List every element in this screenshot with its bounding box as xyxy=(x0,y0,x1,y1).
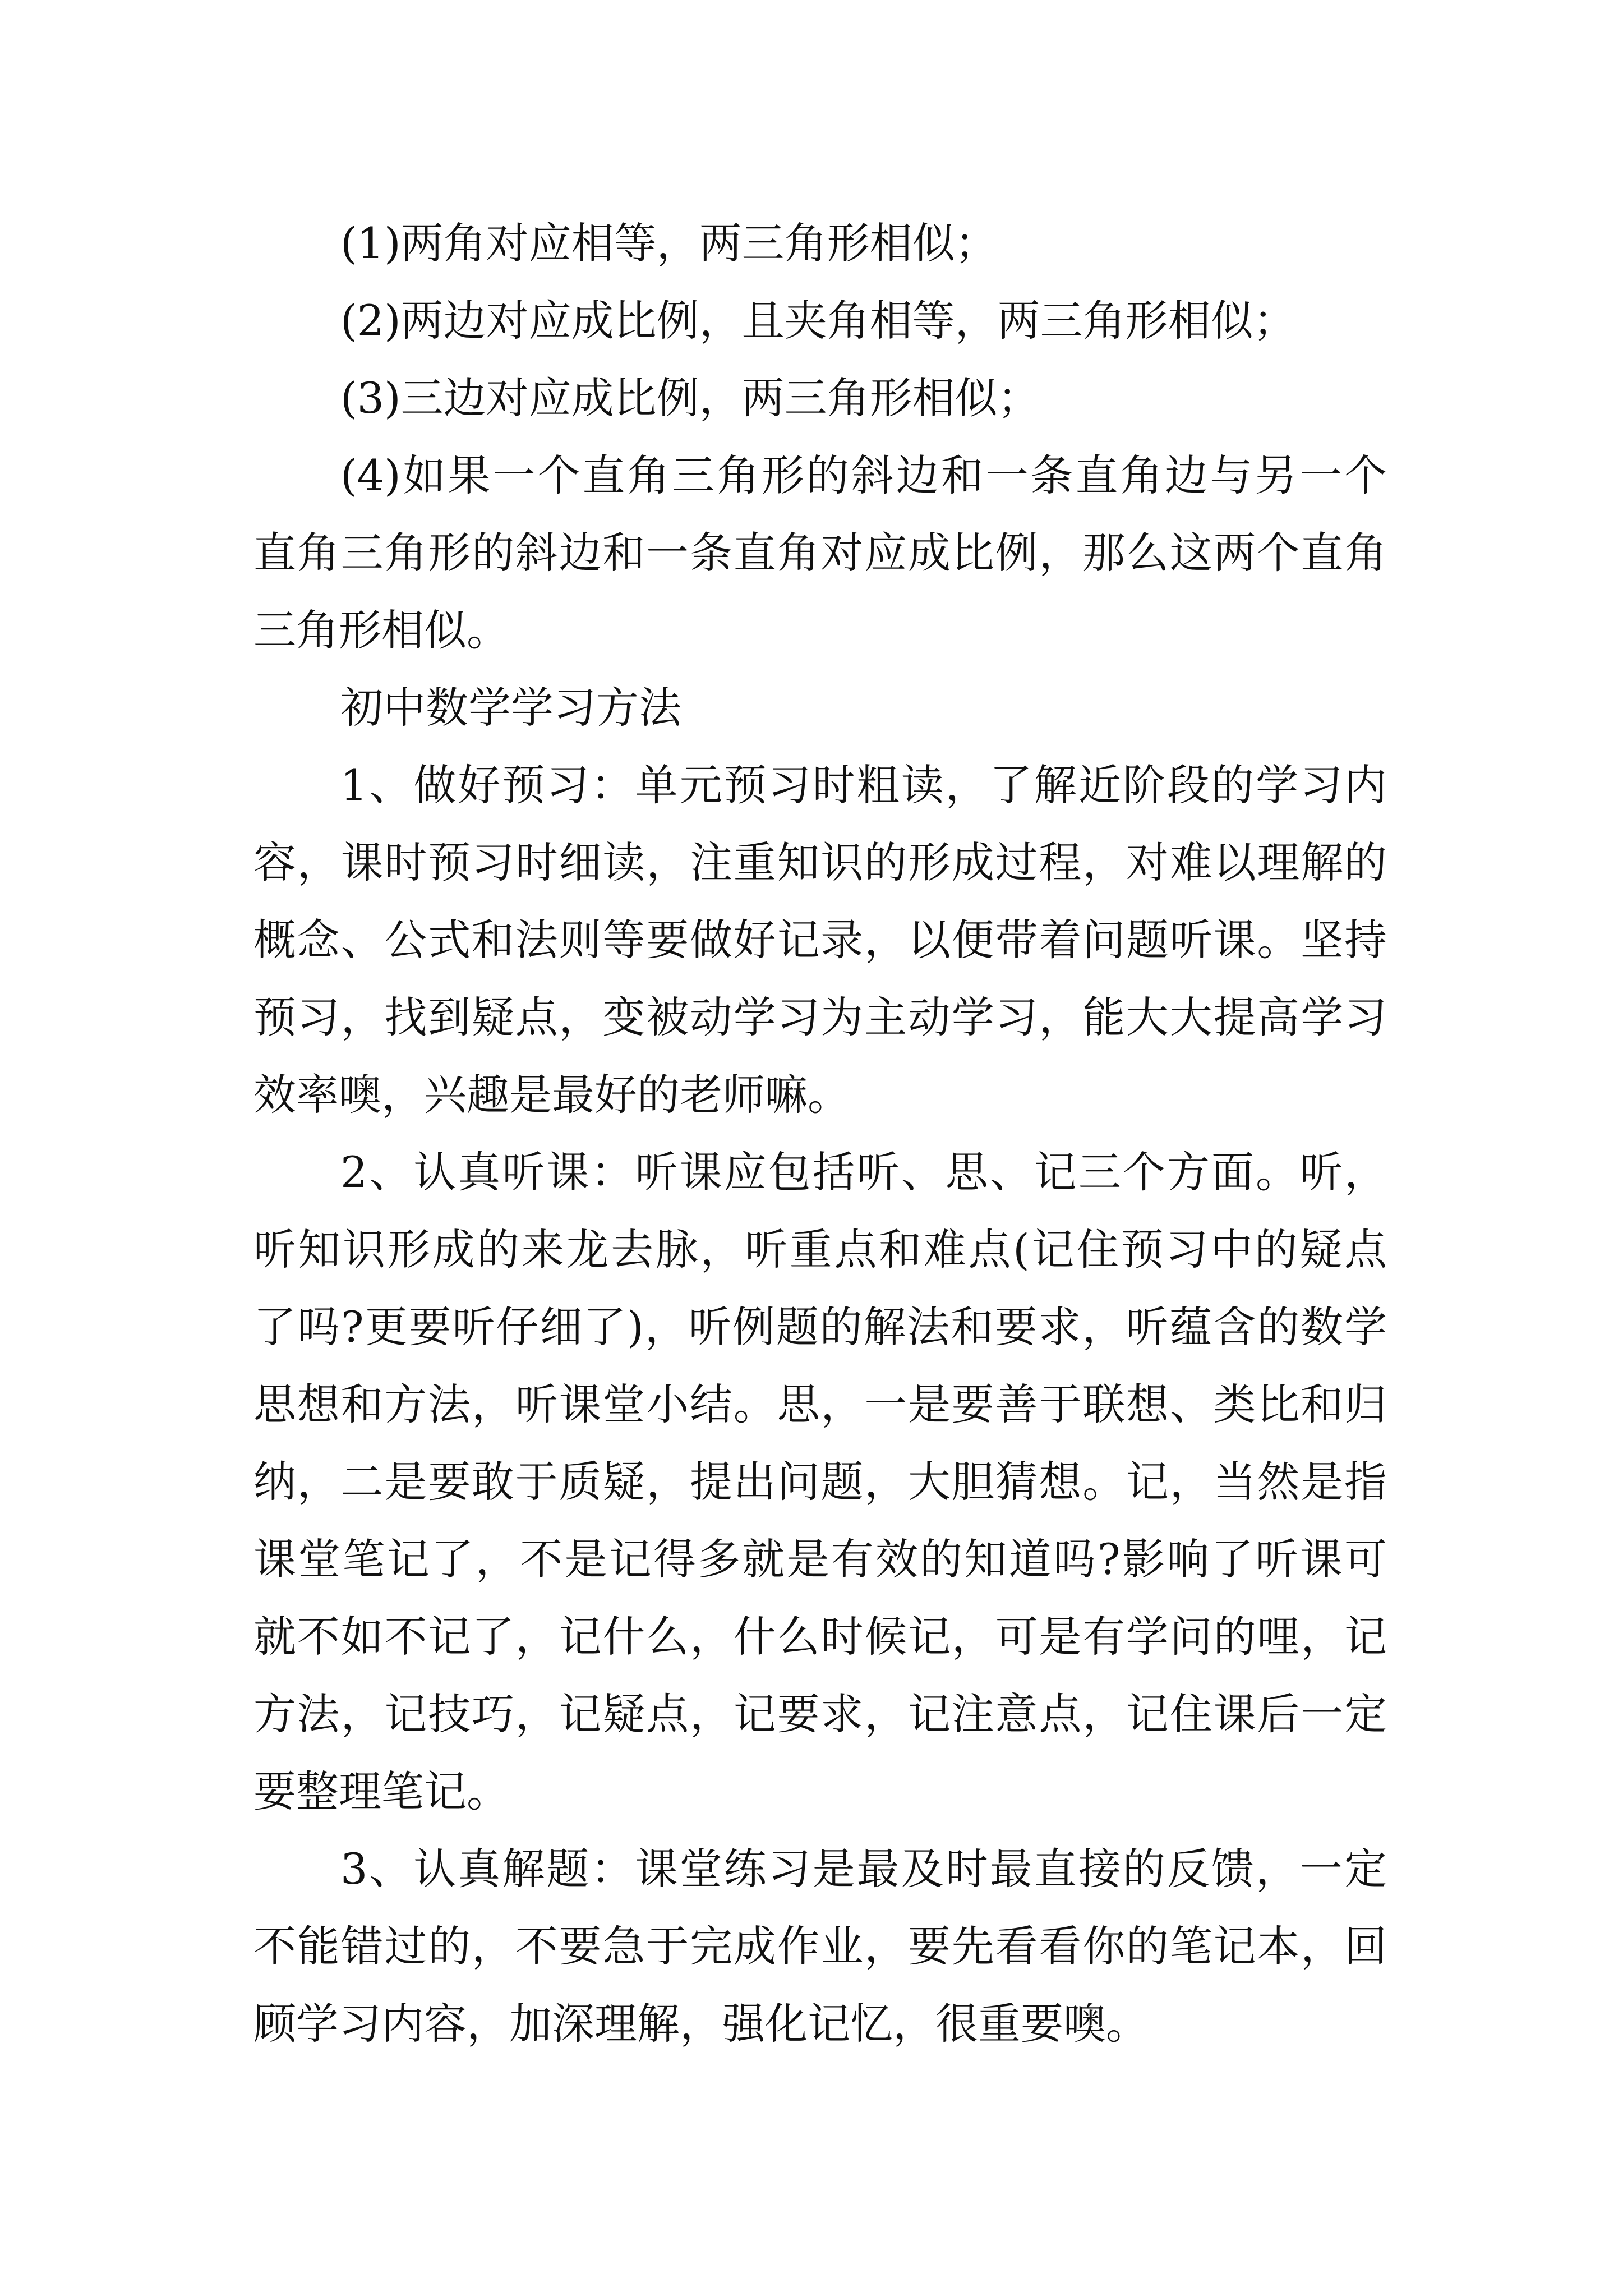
text-line: (1)两角对应相等，两三角形相似； xyxy=(340,218,998,268)
text-line: 听知识形成的来龙去脉，听重点和难点(记住预习中的疑点 xyxy=(253,1225,1387,1274)
text-line: 就不如不记了，记什么，什么时候记，可是有学问的哩，记 xyxy=(253,1612,1387,1662)
text-line: 2、认真听课：听课应包括听、思、记三个方面。听， xyxy=(340,1147,1387,1197)
text-line: 1、做好预习：单元预习时粗读，了解近阶段的学习内 xyxy=(340,760,1387,810)
criterion-2 xyxy=(253,282,1387,360)
criterion-3 xyxy=(253,360,1387,437)
text-line: 方法，记技巧，记疑点，记要求，记注意点，记住课后一定 xyxy=(253,1689,1387,1739)
text-line: 了吗?更要听仔细了)，听例题的解法和要求，听蕴含的数学 xyxy=(253,1302,1387,1352)
text-line: 要整理笔记。 xyxy=(253,1766,509,1816)
text-line: 思想和方法，听课堂小结。思，一是要善于联想、类比和归 xyxy=(253,1379,1387,1429)
criterion-1 xyxy=(253,205,1387,282)
text-line: 3、认真解题：课堂练习是最及时最直接的反馈，一定 xyxy=(340,1844,1387,1894)
document-body xyxy=(253,205,1387,2063)
text-line: 课堂笔记了，不是记得多就是有效的知道吗?影响了听课可 xyxy=(253,1534,1387,1584)
text-line: 纳，二是要敢于质疑，提出问题，大胆猜想。记，当然是指 xyxy=(253,1457,1387,1507)
text-line: 效率噢，兴趣是最好的老师嘛。 xyxy=(253,1070,850,1120)
criterion-4 xyxy=(253,437,1387,669)
text-line: 不能错过的，不要急于完成作业，要先看看你的笔记本，回 xyxy=(253,1921,1387,1971)
method-2-listen xyxy=(253,1134,1387,1830)
text-line: 三角形相似。 xyxy=(253,605,509,655)
text-line: 容，课时预习时细读，注重知识的形成过程，对难以理解的 xyxy=(253,838,1387,887)
text-line: (2)两边对应成比例，且夹角相等，两三角形相似； xyxy=(340,296,1296,346)
text-line: (4)如果一个直角三角形的斜边和一条直角边与另一个 xyxy=(340,450,1387,500)
method-3-solve xyxy=(253,1830,1387,2063)
text-line: 预习，找到疑点，变被动学习为主动学习，能大大提高学习 xyxy=(253,992,1387,1042)
method-1-preview xyxy=(253,747,1387,1134)
text-line: 顾学习内容，加深理解，强化记忆，很重要噢。 xyxy=(253,1999,1149,2049)
text-line: (3)三边对应成比例，两三角形相似； xyxy=(340,373,1040,423)
text-line: 概念、公式和法则等要做好记录，以便带着问题听课。坚持 xyxy=(253,915,1387,965)
text-line: 直角三角形的斜边和一条直角对应成比例，那么这两个直角 xyxy=(253,528,1387,578)
section-heading: 初中数学学习方法 xyxy=(340,683,681,733)
